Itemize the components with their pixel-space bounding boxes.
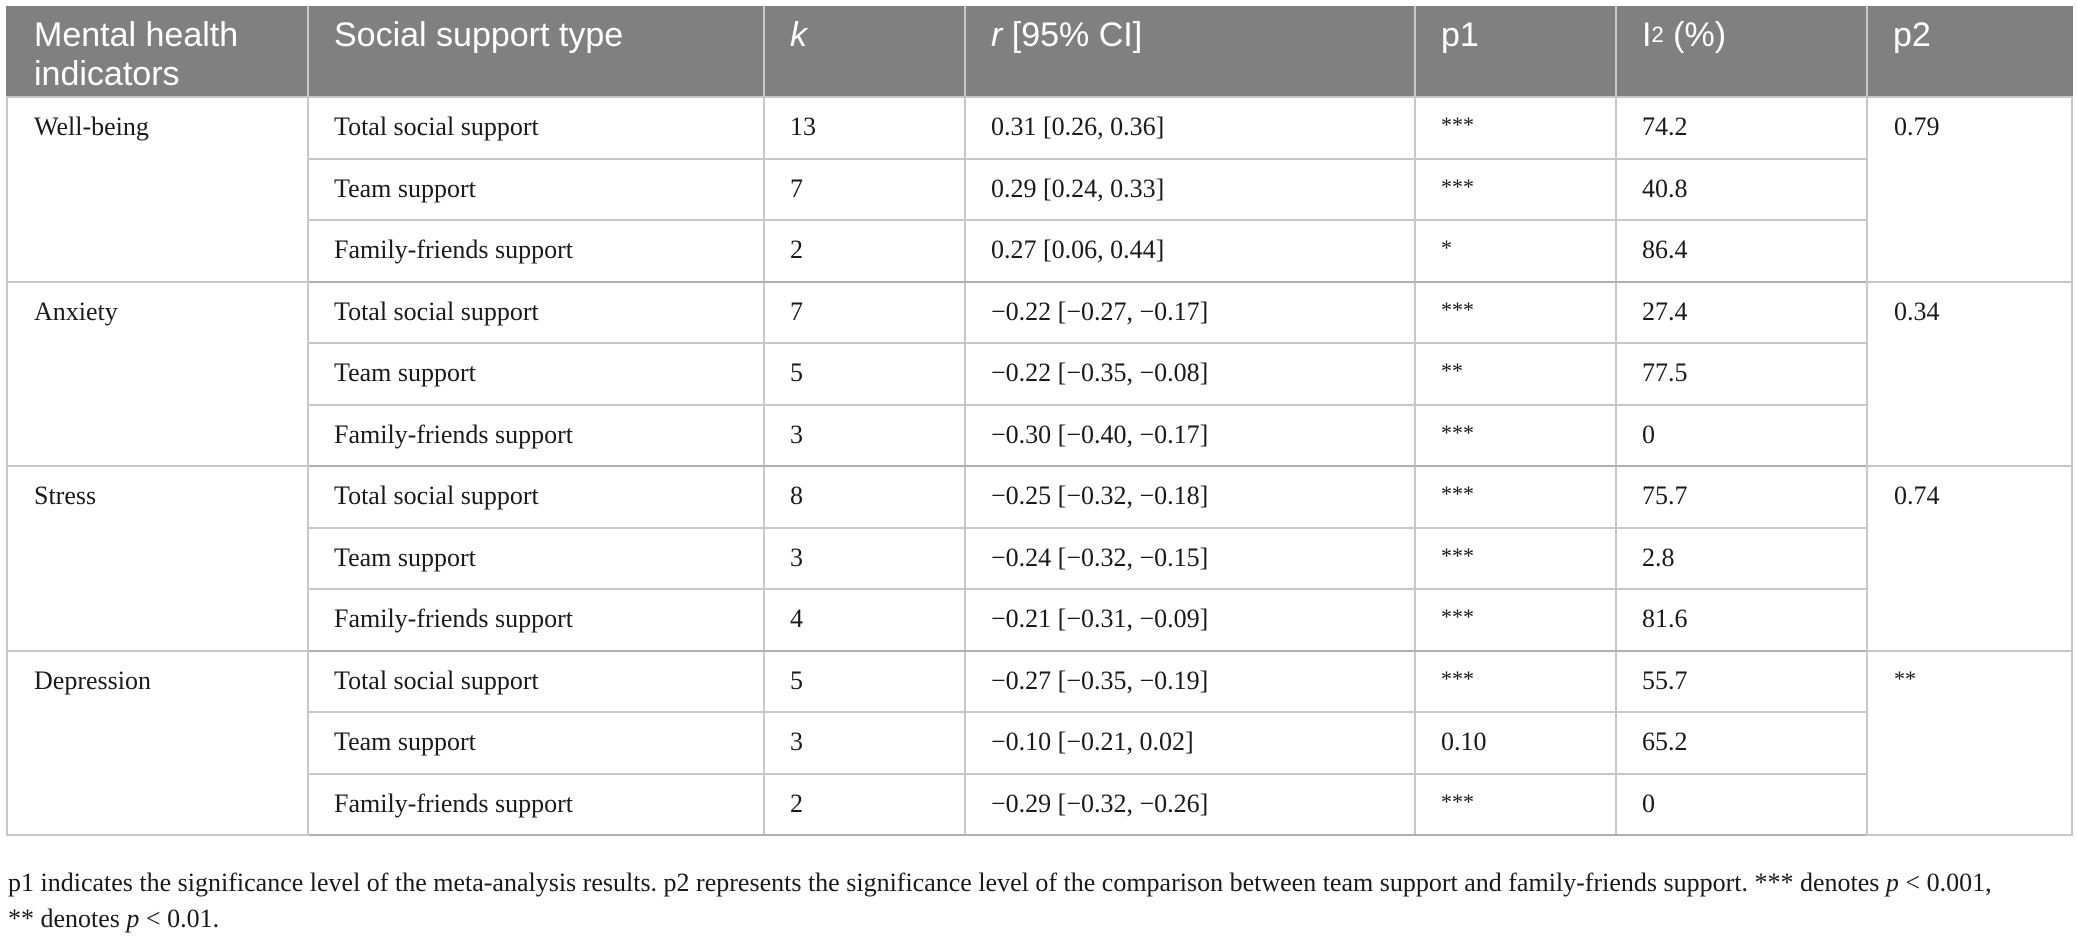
- p1-significance-stars: ***: [1441, 542, 1474, 568]
- i2-cell: 27.4: [1616, 282, 1867, 344]
- support-type-cell: Team support: [308, 159, 764, 221]
- footnote-text-4: < 0.01.: [139, 904, 220, 933]
- support-type-cell: Total social support: [308, 651, 764, 713]
- i2-cell: 2.8: [1616, 528, 1867, 590]
- p1-significance-stars: ***: [1441, 788, 1474, 814]
- p2-cell: 0.74: [1867, 466, 2072, 651]
- p1-cell: [1415, 220, 1616, 282]
- i2-cell: 55.7: [1616, 651, 1867, 713]
- i2-cell: 74.2: [1616, 97, 1867, 159]
- r-ci-cell: −0.10 [−0.21, 0.02]: [965, 712, 1415, 774]
- support-type-cell: Family-friends support: [308, 220, 764, 282]
- indicator-cell: Stress: [7, 466, 308, 651]
- k-cell: 13: [764, 97, 965, 159]
- footnote-text-2: < 0.001,: [1898, 868, 1992, 897]
- r-ci-cell: 0.27 [0.06, 0.44]: [965, 220, 1415, 282]
- support-type-cell: Total social support: [308, 97, 764, 159]
- table-header: [7, 6, 2072, 97]
- p1-cell: [1415, 774, 1616, 836]
- header-i2-base: I: [1642, 16, 1652, 54]
- header-r-ci: [965, 6, 1415, 97]
- p1-significance-stars: *: [1441, 235, 1452, 260]
- k-cell: 3: [764, 528, 965, 590]
- i2-cell: 86.4: [1616, 220, 1867, 282]
- header-i2-sup: 2: [1651, 22, 1664, 47]
- header-i2: [1616, 6, 1867, 97]
- table-row: [7, 405, 2072, 467]
- footnote-p-symbol-1: p: [1885, 868, 1899, 897]
- header-r-label: r: [991, 16, 1003, 54]
- p1-significance-stars: ***: [1441, 112, 1474, 137]
- k-cell: 5: [764, 651, 965, 713]
- p1-cell: [1415, 589, 1616, 651]
- support-type-cell: Total social support: [308, 282, 764, 344]
- header-p1: p1: [1415, 6, 1616, 97]
- i2-cell: 40.8: [1616, 159, 1867, 221]
- support-type-cell: Total social support: [308, 466, 764, 528]
- support-type-cell: Family-friends support: [308, 405, 764, 467]
- p2-cell: 0.34: [1867, 282, 2072, 467]
- i2-cell: 0: [1616, 405, 1867, 467]
- p1-significance-stars: **: [1441, 358, 1463, 383]
- p1-cell: [1415, 651, 1616, 713]
- table-row: [7, 528, 2072, 590]
- p1-significance-stars: ***: [1441, 173, 1474, 199]
- i2-cell: 65.2: [1616, 712, 1867, 774]
- footnote-p-symbol-2: p: [126, 904, 140, 933]
- p1-significance-stars: ***: [1441, 665, 1474, 691]
- p2-cell: 0.79: [1867, 97, 2072, 282]
- footnote-text-3: ** denotes: [8, 904, 127, 933]
- p1-cell: [1415, 405, 1616, 467]
- table-row: [7, 220, 2072, 282]
- p1-cell: [1415, 466, 1616, 528]
- p1-cell: [1415, 528, 1616, 590]
- support-type-cell: Team support: [308, 712, 764, 774]
- i2-cell: 0: [1616, 774, 1867, 836]
- footnote-text-1: p1 indicates the significance level of the meta-analysis results. p2 represents the significance level of the comparison between team support and family-friends support. *** denotes: [8, 868, 1886, 897]
- p2-significance-stars: **: [1894, 665, 1916, 691]
- r-ci-cell: 0.31 [0.26, 0.36]: [965, 97, 1415, 159]
- r-ci-cell: −0.21 [−0.31, −0.09]: [965, 589, 1415, 651]
- header-social-support-type: Social support type: [308, 6, 764, 97]
- header-mental-health-indicators: Mental health indicators: [7, 6, 308, 97]
- r-ci-cell: −0.27 [−0.35, −0.19]: [965, 651, 1415, 713]
- table-row: [7, 159, 2072, 221]
- i2-cell: 75.7: [1616, 466, 1867, 528]
- header-ci-label: [95% CI]: [1002, 16, 1143, 54]
- k-cell: 8: [764, 466, 965, 528]
- k-cell: 3: [764, 405, 965, 467]
- table-row: [7, 97, 2072, 159]
- r-ci-cell: 0.29 [0.24, 0.33]: [965, 159, 1415, 221]
- i2-cell: 77.5: [1616, 343, 1867, 405]
- p1-significance-stars: ***: [1441, 481, 1474, 506]
- table-row: [7, 282, 2072, 344]
- results-table-container: [6, 6, 2071, 836]
- p1-cell: [1415, 343, 1616, 405]
- table-row: [7, 712, 2072, 774]
- table-footnote: [8, 865, 2073, 937]
- meta-analysis-table: [6, 6, 2073, 836]
- p1-cell: 0.10: [1415, 712, 1616, 774]
- k-cell: 2: [764, 774, 965, 836]
- r-ci-cell: −0.25 [−0.32, −0.18]: [965, 466, 1415, 528]
- p1-cell: [1415, 97, 1616, 159]
- r-ci-cell: −0.30 [−0.40, −0.17]: [965, 405, 1415, 467]
- header-k-label: k: [790, 16, 807, 54]
- r-ci-cell: −0.22 [−0.27, −0.17]: [965, 282, 1415, 344]
- r-ci-cell: −0.29 [−0.32, −0.26]: [965, 774, 1415, 836]
- header-row: [7, 6, 2072, 97]
- p1-significance-stars: ***: [1441, 296, 1474, 322]
- indicator-cell: Anxiety: [7, 282, 308, 467]
- r-ci-cell: −0.24 [−0.32, −0.15]: [965, 528, 1415, 590]
- indicator-cell: Well-being: [7, 97, 308, 282]
- table-row: [7, 774, 2072, 836]
- header-i2-unit: (%): [1663, 16, 1727, 54]
- support-type-cell: Team support: [308, 343, 764, 405]
- table-body: [7, 97, 2072, 835]
- p1-significance-stars: ***: [1441, 419, 1474, 445]
- table-row: [7, 343, 2072, 405]
- k-cell: 7: [764, 159, 965, 221]
- p2-cell: [1867, 651, 2072, 836]
- header-p2: p2: [1867, 6, 2072, 97]
- r-ci-cell: −0.22 [−0.35, −0.08]: [965, 343, 1415, 405]
- table-row: [7, 589, 2072, 651]
- indicator-cell: Depression: [7, 651, 308, 836]
- p1-cell: [1415, 159, 1616, 221]
- p1-significance-stars: ***: [1441, 604, 1474, 629]
- k-cell: 7: [764, 282, 965, 344]
- table-row: [7, 651, 2072, 713]
- k-cell: 5: [764, 343, 965, 405]
- table-row: [7, 466, 2072, 528]
- k-cell: 4: [764, 589, 965, 651]
- header-k: [764, 6, 965, 97]
- k-cell: 2: [764, 220, 965, 282]
- support-type-cell: Family-friends support: [308, 589, 764, 651]
- support-type-cell: Family-friends support: [308, 774, 764, 836]
- support-type-cell: Team support: [308, 528, 764, 590]
- p1-cell: [1415, 282, 1616, 344]
- k-cell: 3: [764, 712, 965, 774]
- i2-cell: 81.6: [1616, 589, 1867, 651]
